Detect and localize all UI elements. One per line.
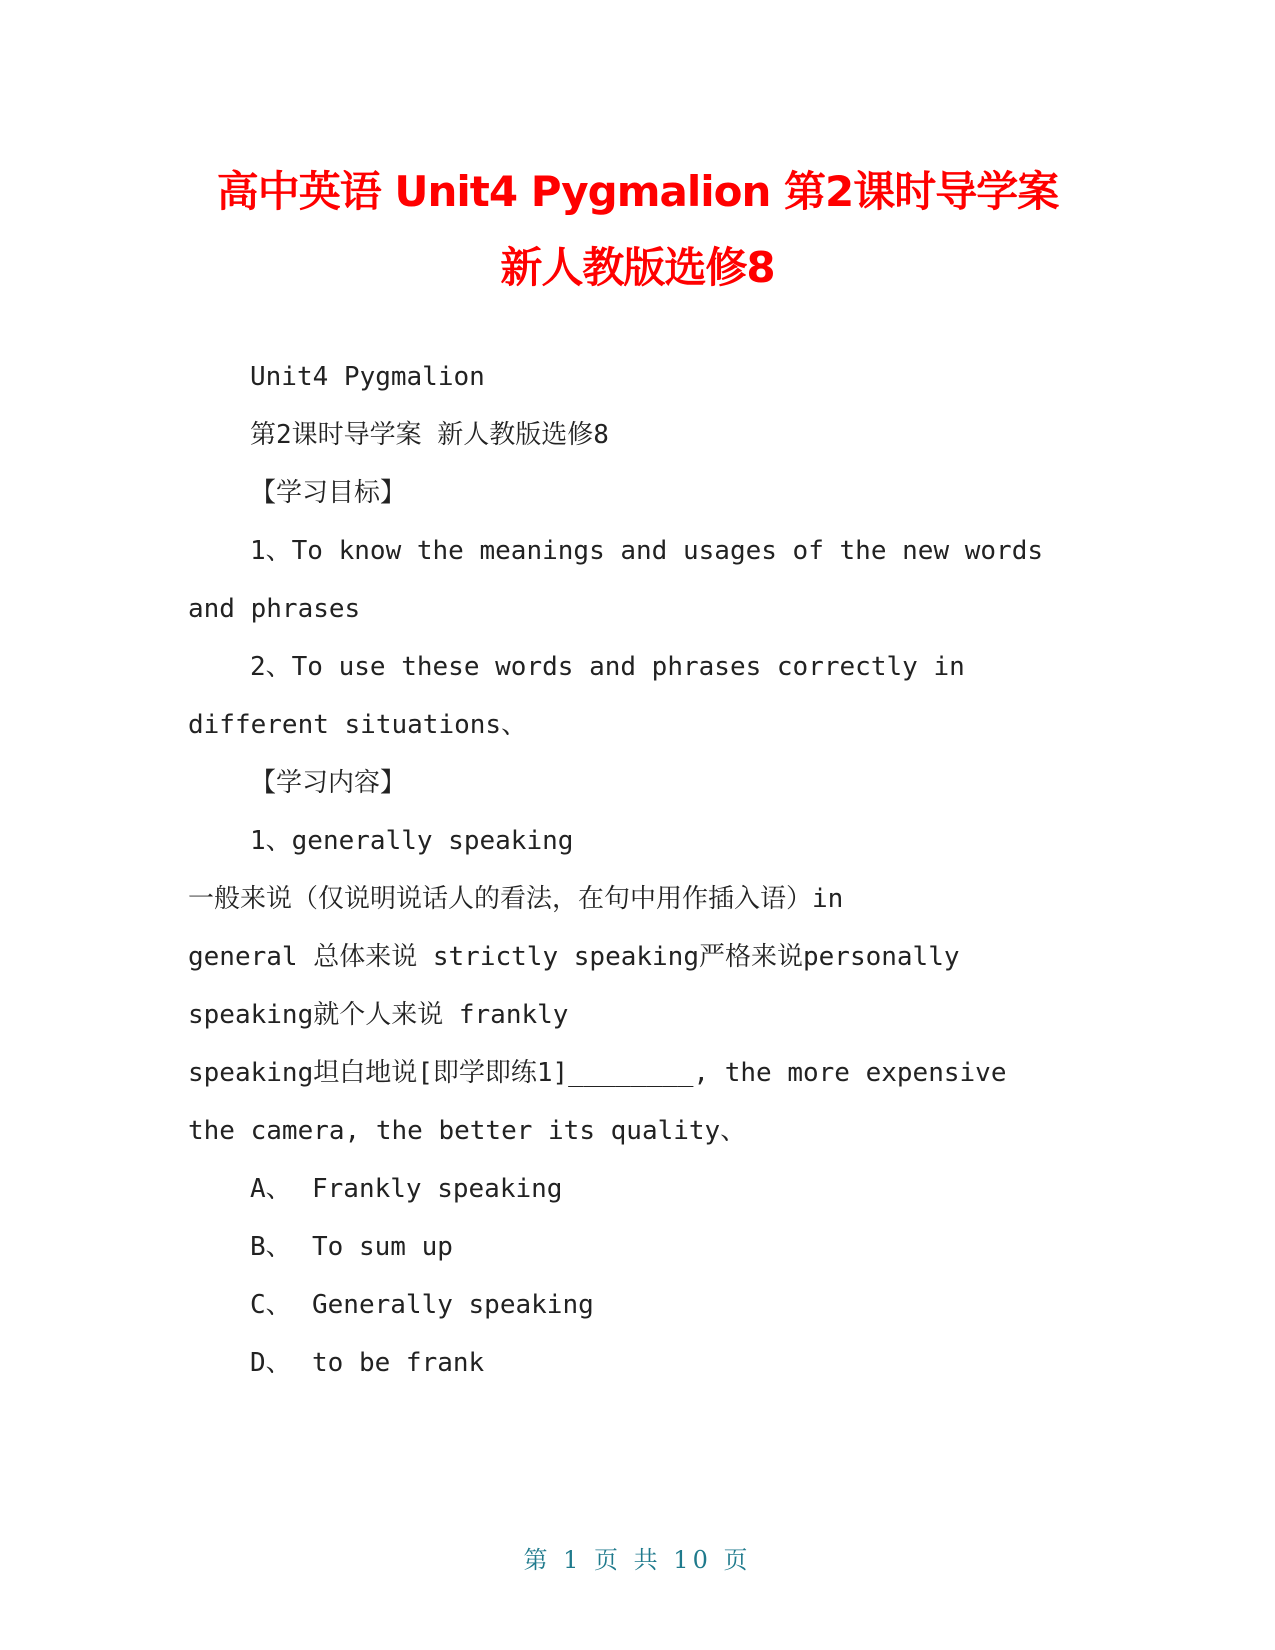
objective-1: 1、To know the meanings and usages of the new words — [250, 536, 1044, 566]
option-letter: B、 — [250, 1232, 292, 1262]
page-footer: 第 1 页 共 10 页 — [523, 1546, 752, 1574]
content-text-line: 一般来说（仅说明说话人的看法，在句中用作插入语）in — [188, 884, 844, 914]
exercise-question: speaking坦白地说[即学即练1]________, the more expensive — [188, 1058, 1007, 1088]
lesson-subtitle: 第2课时导学案 新人教版选修8 — [250, 420, 609, 450]
option-text: To sum up — [312, 1232, 453, 1262]
option-c — [250, 1288, 594, 1322]
option-letter: C、 — [250, 1290, 292, 1320]
content-item-1: 1、generally speaking — [250, 826, 574, 856]
option-b — [250, 1230, 453, 1264]
section-heading-content: 【学习内容】 — [250, 768, 407, 798]
option-a — [250, 1172, 562, 1206]
section-heading-objectives: 【学习目标】 — [250, 478, 407, 508]
content-text-line: speaking就个人来说 frankly — [188, 1000, 569, 1030]
objective-2: 2、To use these words and phrases correctly in — [250, 652, 965, 682]
exercise-question-cont: the camera, the better its quality、 — [188, 1116, 747, 1146]
objective-1-cont: and phrases — [188, 594, 361, 624]
document-title-line-2: 新人教版选修8 — [500, 243, 775, 292]
option-letter: D、 — [250, 1348, 292, 1378]
option-text: Generally speaking — [312, 1290, 594, 1320]
option-d — [250, 1346, 484, 1380]
option-letter: A、 — [250, 1174, 292, 1204]
document-title-line-1: 高中英语 Unit4 Pygmalion 第2课时导学案 — [216, 167, 1059, 216]
option-text: to be frank — [312, 1348, 485, 1378]
objective-2-cont: different situations、 — [188, 710, 528, 740]
unit-heading: Unit4 Pygmalion — [250, 362, 485, 392]
option-text: Frankly speaking — [312, 1174, 563, 1204]
content-text-line: general 总体来说 strictly speaking严格来说personally — [188, 942, 960, 972]
